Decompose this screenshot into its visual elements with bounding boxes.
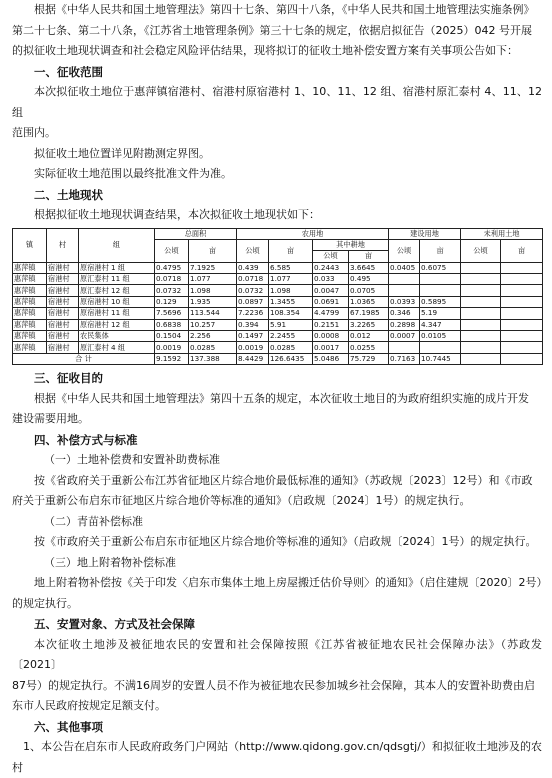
table-cell-t-mu: 2.256: [189, 331, 237, 342]
table-cell-town: 惠萍镇: [13, 331, 47, 342]
table-cell-b-ha: 0.0007: [389, 331, 420, 342]
table-cell-b-mu: [420, 342, 461, 353]
total-cell: 9.1592: [155, 353, 189, 364]
table-cell-u-ha: [461, 274, 501, 285]
table-cell-village: 宿港村: [47, 274, 79, 285]
header-total-hectare: 公顷: [155, 239, 189, 262]
table-cell-f-ha: 0.0019: [237, 342, 269, 353]
table-cell-u-mu: [501, 319, 543, 330]
table-cell-group: 原宿港村 10 组: [79, 296, 155, 307]
table-cell-a-mu: 0.012: [349, 331, 389, 342]
table-cell-f-mu: 1.077: [269, 274, 313, 285]
section-1-para-1-line-1: 本次拟征收土地位于惠萍镇宿港村、宿港村原宿港村 1、10、11、12 组、宿港村原汇泰村 4、11、12 组: [12, 85, 542, 119]
total-cell: [501, 353, 543, 364]
table-cell-t-ha: 7.5696: [155, 308, 189, 319]
table-cell-u-ha: [461, 331, 501, 342]
section-1-para-3: 实际征收土地范围以最终批准文件为准。: [34, 167, 232, 180]
section-4-para-1-line-1: 按《省政府关于重新公布江苏省征地区片综合地价最低标准的通知》（苏政规〔2023〕12号）和《市政: [34, 473, 533, 487]
table-cell-u-ha: [461, 308, 501, 319]
section-5-heading: 五、安置对象、方式及社会保障: [34, 617, 195, 632]
table-cell-group: 原宿港村 1 组: [79, 262, 155, 273]
header-arable-mu: 亩: [349, 251, 389, 262]
table-row: [13, 319, 543, 330]
table-cell-b-mu: 0.0105: [420, 331, 461, 342]
table-cell-t-mu: 1.098: [189, 285, 237, 296]
land-survey-table: [12, 228, 543, 366]
table-cell-u-mu: [501, 296, 543, 307]
total-cell: 10.7445: [420, 353, 461, 364]
section-6-para-1: 1、本公告在启东市人民政府政务门户网站（http://www.qidong.gov.cn/qdsgtj/）和拟征收土地涉及的农村: [12, 740, 542, 774]
table-cell-a-mu: 1.0365: [349, 296, 389, 307]
section-1-para-2: 拟征收土地位置详见附勘测定界图。: [34, 146, 210, 160]
table-cell-village: 宿港村: [47, 296, 79, 307]
header-farm-mu: 亩: [269, 239, 313, 262]
table-cell-a-ha: 0.0691: [313, 296, 349, 307]
table-cell-town: 惠萍镇: [13, 319, 47, 330]
table-cell-f-mu: 0.0285: [269, 342, 313, 353]
table-cell-town: 惠萍镇: [13, 274, 47, 285]
section-3-para-line-1: 根据《中华人民共和国土地管理法》第四十五条的规定，本次征收土地目的为政府组织实施的成片开发: [34, 391, 529, 405]
table-cell-town: 惠萍镇: [13, 285, 47, 296]
table-cell-b-mu: 0.5895: [420, 296, 461, 307]
section-5-para-line-1: 本次征收土地涉及被征地农民的安置和社会保障按照《江苏省被征地农民社会保障办法》（苏政发〔2021〕: [12, 637, 542, 672]
table-cell-b-mu: [420, 274, 461, 285]
section-1-para-1-line-2: 范围内。: [12, 126, 56, 139]
table-cell-a-ha: 4.4799: [313, 308, 349, 319]
section-2-heading: 二、土地现状: [34, 187, 103, 202]
header-town: 镇: [13, 228, 47, 262]
table-cell-village: 宿港村: [47, 319, 79, 330]
table-cell-f-mu: 5.91: [269, 319, 313, 330]
header-unused-land: 未利用土地: [461, 228, 543, 239]
table-cell-f-mu: 108.354: [269, 308, 313, 319]
table-cell-t-mu: 10.257: [189, 319, 237, 330]
table-row: [13, 262, 543, 273]
table-cell-town: 惠萍镇: [13, 308, 47, 319]
table-cell-b-ha: [389, 285, 420, 296]
table-cell-u-mu: [501, 274, 543, 285]
table-cell-town: 惠萍镇: [13, 342, 47, 353]
table-cell-b-ha: [389, 342, 420, 353]
table-cell-town: 惠萍镇: [13, 262, 47, 273]
table-cell-u-mu: [501, 331, 543, 342]
table-cell-b-ha: [389, 274, 420, 285]
intro-line-1: 根据《中华人民共和国土地管理法》第四十七条、第四十八条，《中华人民共和国土地管理法实施条例》: [34, 3, 535, 16]
header-total-area: 总面积: [155, 228, 237, 239]
table-row: [13, 342, 543, 353]
total-cell: 137.388: [189, 353, 237, 364]
section-4-subheading-2: （二）青苗补偿标准: [44, 514, 143, 528]
table-cell-town: 惠萍镇: [13, 296, 47, 307]
table-cell-f-mu: 1.098: [269, 285, 313, 296]
section-4-heading: 四、补偿方式与标准: [34, 432, 138, 447]
table-cell-f-mu: 6.585: [269, 262, 313, 273]
header-build-hectare: 公顷: [389, 239, 420, 262]
section-3-heading: 三、征收目的: [34, 371, 103, 386]
table-cell-u-mu: [501, 308, 543, 319]
section-6-heading: 六、其他事项: [34, 719, 103, 734]
table-cell-t-mu: 1.077: [189, 274, 237, 285]
table-cell-f-ha: 0.0897: [237, 296, 269, 307]
table-row: [13, 285, 543, 296]
table-cell-a-ha: 0.2151: [313, 319, 349, 330]
table-cell-village: 宿港村: [47, 342, 79, 353]
table-cell-t-ha: 0.0732: [155, 285, 189, 296]
table-cell-u-mu: [501, 262, 543, 273]
table-cell-b-ha: 0.346: [389, 308, 420, 319]
table-cell-u-mu: [501, 342, 543, 353]
section-4-subheading-1: （一）土地补偿费和安置补助费标准: [44, 453, 220, 467]
table-row: [13, 308, 543, 319]
table-cell-t-ha: 0.129: [155, 296, 189, 307]
header-village: 村: [47, 228, 79, 262]
table-cell-t-ha: 0.0718: [155, 274, 189, 285]
table-cell-a-ha: 0.0008: [313, 331, 349, 342]
table-cell-group: 农民集体: [79, 331, 155, 342]
table-cell-b-mu: [420, 285, 461, 296]
table-cell-t-mu: 1.935: [189, 296, 237, 307]
header-arable: 其中耕地: [313, 239, 389, 250]
intro-line-2: 第二十七条、第二十八条，《江苏省土地管理条例》第三十七条的规定，依据启拟征告（2025）042 号开展: [12, 23, 532, 37]
table-cell-b-ha: 0.0405: [389, 262, 420, 273]
table-cell-a-mu: 0.0705: [349, 285, 389, 296]
table-row: [13, 274, 543, 285]
table-row: [13, 331, 543, 342]
table-cell-t-ha: 0.0019: [155, 342, 189, 353]
table-cell-b-mu: 4.347: [420, 319, 461, 330]
table-cell-group: 原汇泰村 11 组: [79, 274, 155, 285]
table-cell-t-ha: 0.4795: [155, 262, 189, 273]
table-cell-a-mu: 0.495: [349, 274, 389, 285]
header-arable-hectare: 公顷: [313, 251, 349, 262]
table-cell-u-ha: [461, 319, 501, 330]
table-cell-b-ha: 0.0393: [389, 296, 420, 307]
table-cell-f-mu: 2.2455: [269, 331, 313, 342]
section-3-para-line-2: 建设需要用地。: [12, 412, 89, 426]
section-1-heading: 一、征收范围: [34, 64, 103, 79]
table-cell-b-mu: 5.19: [420, 308, 461, 319]
total-cell: 126.6435: [269, 353, 313, 364]
section-4-para-3-line-1: 地上附着物补偿按《关于印发〈启东市集体土地上房屋搬迁估价导则〉的通知》（启住建规〔2020〕2号）: [34, 576, 548, 590]
table-cell-group: 原汇泰村 4 组: [79, 342, 155, 353]
table-cell-a-ha: 0.2443: [313, 262, 349, 273]
header-group: 组: [79, 228, 155, 262]
header-construction-land: 建设用地: [389, 228, 461, 239]
total-label: 合 计: [13, 353, 155, 364]
table-cell-f-mu: 1.3455: [269, 296, 313, 307]
table-cell-a-ha: 0.0047: [313, 285, 349, 296]
table-cell-village: 宿港村: [47, 285, 79, 296]
table-cell-t-mu: 113.544: [189, 308, 237, 319]
intro-line-3: 的拟征收土地现状调查和社会稳定风险评估结果，现将拟订的征收土地补偿安置方案有关事项公告如下：: [12, 44, 518, 57]
table-cell-t-mu: 0.0285: [189, 342, 237, 353]
table-cell-a-ha: 0.0017: [313, 342, 349, 353]
table-cell-f-ha: 0.439: [237, 262, 269, 273]
table-cell-b-ha: 0.2898: [389, 319, 420, 330]
table-cell-f-ha: 0.394: [237, 319, 269, 330]
table-total-row: [13, 353, 543, 364]
table-cell-t-mu: 7.1925: [189, 262, 237, 273]
table-cell-u-ha: [461, 262, 501, 273]
table-cell-a-mu: 3.6645: [349, 262, 389, 273]
total-cell: 5.0486: [313, 353, 349, 364]
section-2-para-1: 根据拟征收土地现状调查结果，本次拟征收土地现状如下：: [34, 208, 320, 221]
table-cell-u-ha: [461, 342, 501, 353]
table-cell-village: 宿港村: [47, 262, 79, 273]
total-cell: 8.4429: [237, 353, 269, 364]
header-unused-mu: 亩: [501, 239, 543, 262]
table-cell-group: 原汇泰村 12 组: [79, 285, 155, 296]
header-build-mu: 亩: [420, 239, 461, 262]
total-cell: [461, 353, 501, 364]
table-row: [13, 296, 543, 307]
table-cell-u-mu: [501, 285, 543, 296]
table-cell-t-ha: 0.1504: [155, 331, 189, 342]
section-4-para-3-line-2: 的规定执行。: [12, 596, 78, 610]
table-cell-a-mu: 67.1985: [349, 308, 389, 319]
table-cell-village: 宿港村: [47, 308, 79, 319]
header-total-mu: 亩: [189, 239, 237, 262]
table-cell-b-mu: 0.6075: [420, 262, 461, 273]
section-4-para-2: 按《市政府关于重新公布启东市征地区片综合地价等标准的通知》（启政规〔2024〕1号）的规定执行。: [34, 535, 537, 549]
table-cell-a-mu: 0.0255: [349, 342, 389, 353]
section-5-para-line-3: 东市人民政府按规定足额支付。: [12, 699, 166, 713]
table-cell-f-ha: 0.1497: [237, 331, 269, 342]
table-cell-t-ha: 0.6838: [155, 319, 189, 330]
table-cell-a-mu: 3.2265: [349, 319, 389, 330]
table-cell-f-ha: 0.0718: [237, 274, 269, 285]
table-cell-u-ha: [461, 296, 501, 307]
table-cell-group: 原宿港村 11 组: [79, 308, 155, 319]
total-cell: 0.7163: [389, 353, 420, 364]
header-farmland: 农用地: [237, 228, 389, 239]
table-cell-village: 宿港村: [47, 331, 79, 342]
total-cell: 75.729: [349, 353, 389, 364]
section-4-para-1-line-2: 府关于重新公布启东市征地区片综合地价等标准的通知》（启政规〔2024〕1号）的规定执行。: [12, 494, 471, 508]
header-farm-hectare: 公顷: [237, 239, 269, 262]
table-cell-f-ha: 7.2236: [237, 308, 269, 319]
section-5-para-line-2: 87号）的规定执行。不满16周岁的安置人员不作为被征地农民参加城乡社会保障，其本人的安置补助费由启: [12, 678, 535, 692]
table-cell-f-ha: 0.0732: [237, 285, 269, 296]
table-cell-u-ha: [461, 285, 501, 296]
section-4-subheading-3: （三）地上附着物补偿标准: [44, 555, 176, 569]
table-cell-group: 原宿港村 12 组: [79, 319, 155, 330]
header-unused-hectare: 公顷: [461, 239, 501, 262]
table-cell-a-ha: 0.033: [313, 274, 349, 285]
